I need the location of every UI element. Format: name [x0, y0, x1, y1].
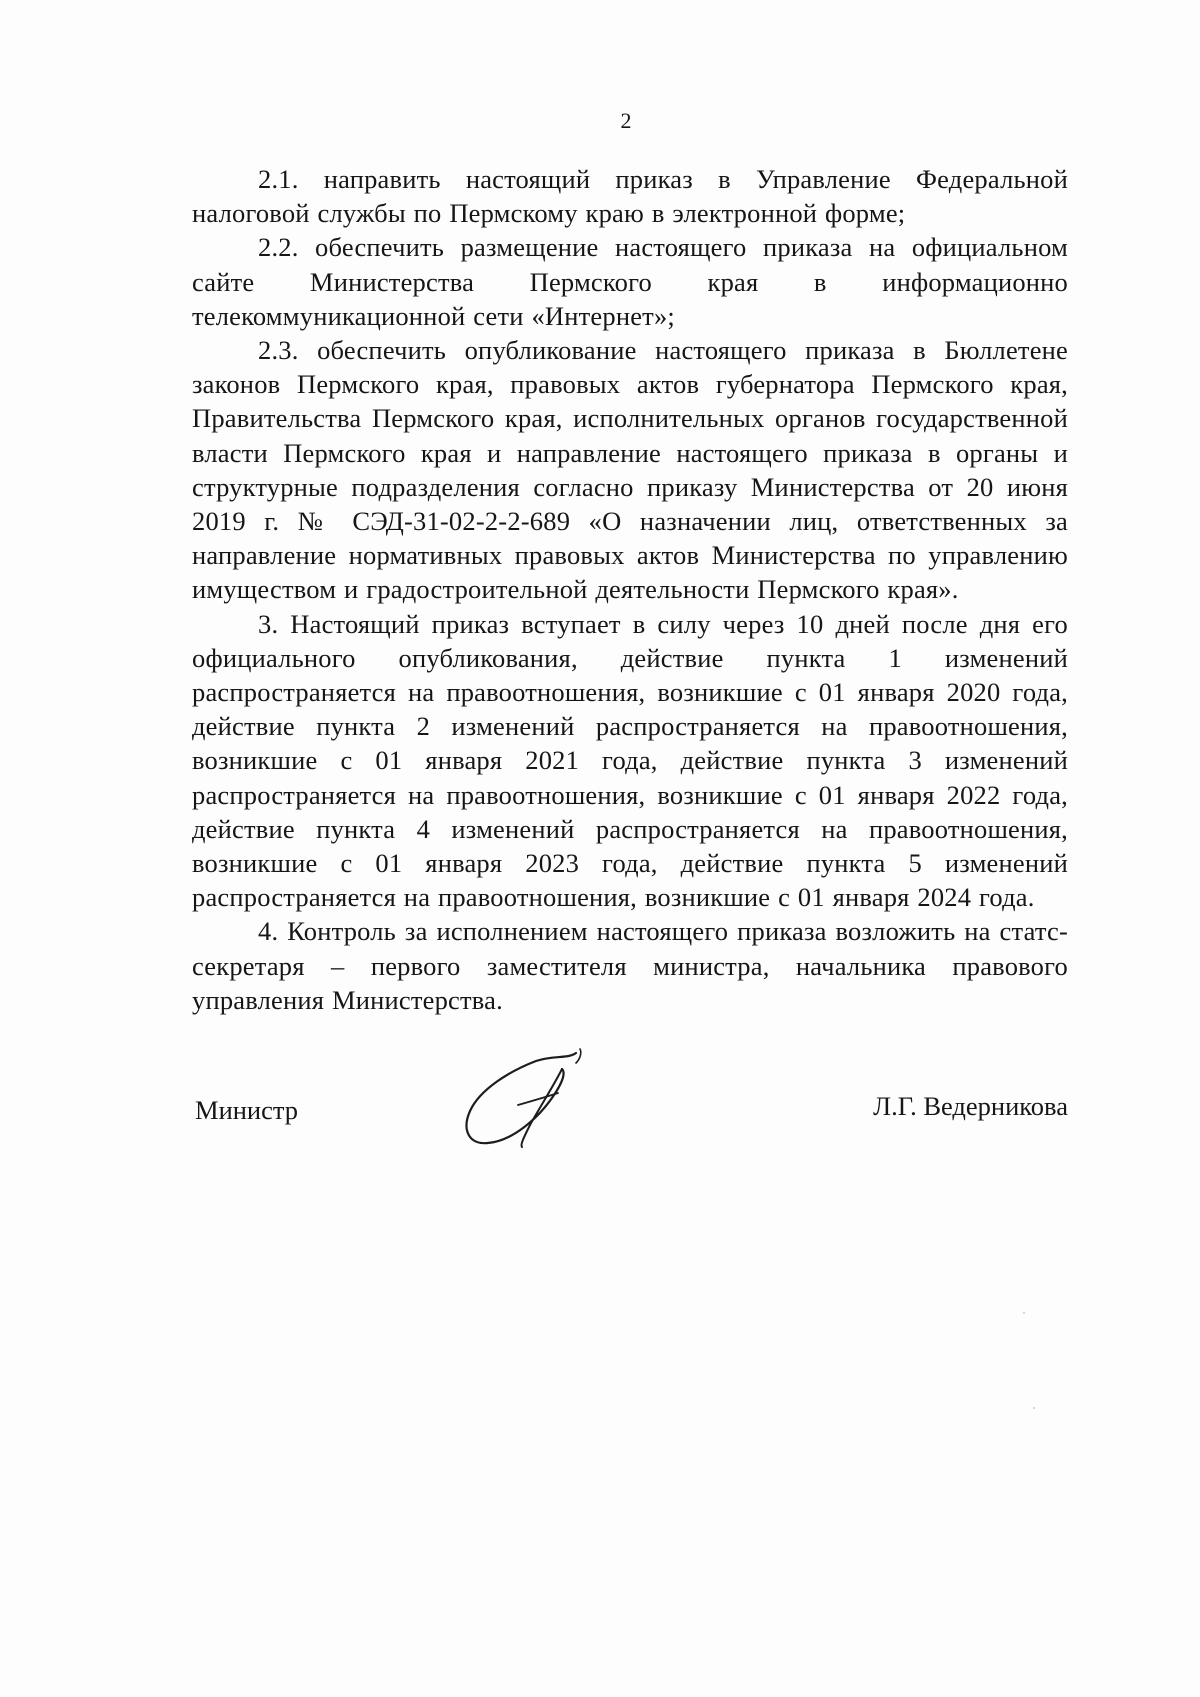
paragraph-2-1: 2.1. направить настоящий приказ в Управление Федеральной налоговой службы по Пермскому краю в электронной форме; [192, 164, 1068, 229]
paragraph-2-3: 2.3. обеспечить опубликование настоящего приказа в Бюллетене законов Пермского края, правовых актов губернатора Пермского края, Правительства Пермского края, исполнительных органов государственной власти Пермского края и направление настоящего приказа в органы и структурные подразделения согласно приказу Министерства от 20 июня 2019 г. № СЭД-31-02-2-2-689 «О назначении лиц, ответственных за направление нормативных правовых актов Министерства по управлению имуществом и градостроительной деятельности Пермского края». [192, 335, 1068, 605]
signatory-title: Министр [195, 1095, 299, 1125]
paragraph-3: 3. Настоящий приказ вступает в силу через 10 дней после дня его официального опубликования, действие пункта 1 изменений распространяется на правоотношения, возникшие с 01 января 2020 года, действие пункта 2 изменений распространяется на правоотношения, возникшие с 01 января 2021 года, действие пункта 3 изменений распространяется на правоотношения, возникшие с 01 января 2022 года, действие пункта 4 изменений распространяется на правоотношения, возникшие с 01 января 2023 года, действие пункта 5 изменений распространяется на правоотношения, возникшие с 01 января 2024 года. [192, 608, 1068, 913]
scan-speck [1033, 1407, 1035, 1409]
document-body [192, 162, 1068, 1017]
scan-speck [1023, 1312, 1025, 1314]
page-number: 2 [620, 108, 632, 133]
signature-block [192, 1091, 1068, 1135]
paragraph-2-2: 2.2. обеспечить размещение настоящего приказа на официальном сайте Министерства Пермского края в информационно телекоммуникационной сети «Интернет»; [192, 232, 1068, 331]
handwritten-signature [458, 1045, 598, 1155]
signatory-name: Л.Г. Ведерникова [873, 1091, 1068, 1121]
paragraph-4: 4. Контроль за исполнением настоящего приказа возложить на статс-секретаря – первого заместителя министра, начальника правового управления Министерства. [192, 916, 1068, 1015]
